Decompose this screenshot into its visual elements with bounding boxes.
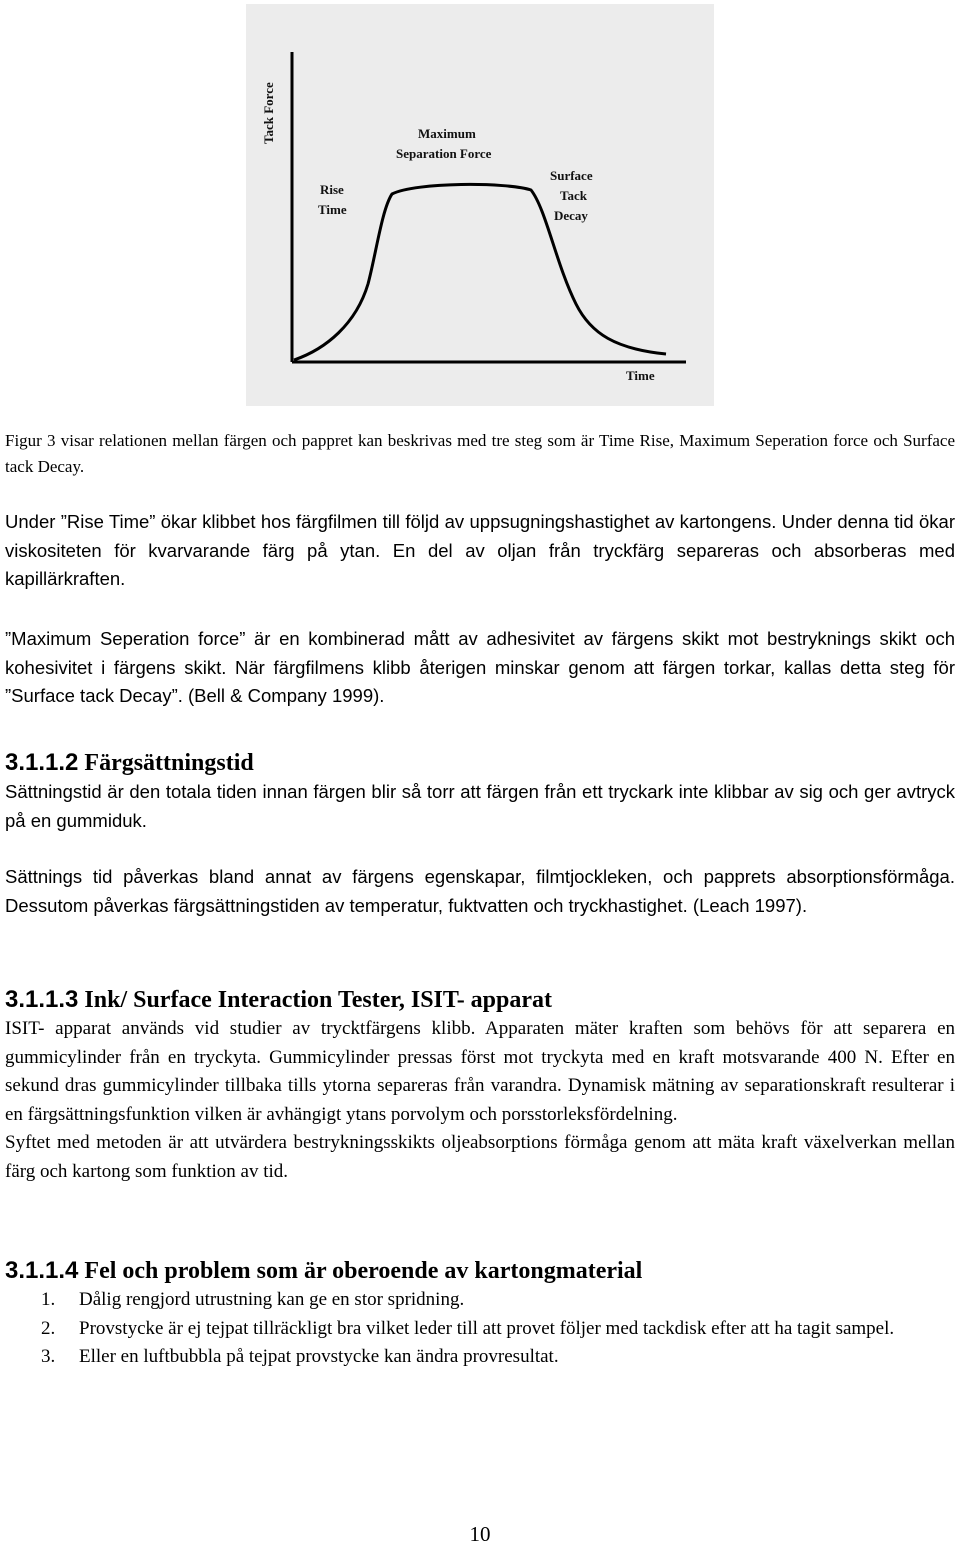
list-item-number: 1.	[41, 1289, 56, 1310]
tack-force-diagram	[246, 4, 714, 406]
section-heading-3-1-1-3	[5, 985, 955, 1015]
max-separation-text: ”Maximum Seperation force” är en kombinerad mått av adhesivitet av färgens skikt mot bestryknings skikt och kohesivitet i färgens skikt. När färgfilmens klibb återigen minskar genom att färgen torkar, kallas detta steg för ”Surface tack Decay”. (Bell & Company 1999).	[5, 628, 955, 707]
x-axis-label: Time	[626, 368, 655, 383]
rise-time-label-1: Rise	[320, 182, 344, 197]
section-number: 3.1.1.3	[5, 986, 79, 1013]
tack-force-curve	[294, 184, 666, 360]
max-separation-label-1: Maximum	[418, 126, 476, 141]
figure-description: Figur 3 visar relationen mellan färgen och pappret kan beskrivas med tre steg som är Time Rise, Maximum Seperation force och Surface tack Decay.	[5, 431, 955, 476]
setting-time-factors: Sättnings tid påverkas bland annat av färgens egenskapar, filmtjockleken, och papprets absorptionsförmåga. Dessutom påverkas färgsättningstiden av temperatur, fuktvatten och tryckhastighet. (Leach 1997).	[5, 866, 955, 916]
section-3-1-1-2	[5, 748, 955, 920]
list-item	[5, 1343, 955, 1372]
section-title: Ink/ Surface Interaction Tester, ISIT- apparat	[84, 987, 553, 1013]
list-item-number: 3.	[41, 1346, 56, 1368]
isit-purpose: Syftet med metoden är att utvärdera bestrykningsskikts oljeabsorptions förmåga genom att mäta kraft växelverkan mellan färg och kartong som funktion av tid.	[5, 1132, 955, 1182]
section-title: Färgsättningstid	[84, 750, 254, 776]
tack-force-figure	[246, 4, 714, 406]
section-title: Fel och problem som är oberoende av kartongmaterial	[84, 1258, 643, 1284]
section-number: 3.1.1.4	[5, 1257, 79, 1284]
rise-time-label-2: Time	[318, 202, 347, 217]
isit-description: ISIT- apparat används vid studier av trycktfärgens klibb. Apparaten mäter kraften som behövs för att separera en gummicylinder från en tryckyta. Gummicylinder pressas först mot tryckyta med en kraft motsvarande 400 N. Efter en sekund dras gummicylinder tillbaka tills ytorna separeras från varandra. Dynamisk mätning av separationskraft resulterar i en färgsättningsfunktion vilken är avhängigt ytans porvolym och porsstorleksfördelning.	[5, 1018, 955, 1125]
section-3-1-1-4	[5, 1256, 955, 1372]
list-item	[5, 1286, 955, 1315]
section-heading-3-1-1-2	[5, 748, 955, 778]
paragraph-figure-description	[5, 428, 955, 480]
section-3-1-1-3	[5, 985, 955, 1187]
section-heading-3-1-1-4	[5, 1256, 955, 1286]
list-item-text: Provstycke är ej tejpat tillräckligt bra vilket leder till att provet följer med tackdisk efter att ha tagit sampel.	[79, 1317, 895, 1339]
setting-time-definition: Sättningstid är den totala tiden innan färgen blir så torr att färgen från ett tryckark inte klibbar av sig och ger avtryck på en gummiduk.	[5, 781, 955, 831]
problem-list	[5, 1286, 955, 1372]
list-item	[5, 1315, 955, 1344]
rise-time-text: Under ”Rise Time” ökar klibbet hos färgfilmen till följd av uppsugningshastighet av kartongens. Under denna tid ökar viskositeten för kvarvarande färg på ytan. En del av oljan från tryckfärg separeras och absorberas med kapillärkraften.	[5, 511, 955, 590]
surface-tack-decay-label-2: Tack	[560, 188, 587, 203]
max-separation-label-2: Separation Force	[396, 146, 492, 161]
list-item-text: Dålig rengjord utrustning kan ge en stor spridning.	[79, 1289, 465, 1310]
list-item-text: Eller en luftbubbla på tejpat provstycke kan ändra provresultat.	[79, 1346, 559, 1368]
y-axis-label: Tack Force	[261, 82, 276, 144]
page-number: 10	[469, 1522, 491, 1546]
section-number: 3.1.1.2	[5, 749, 79, 776]
paragraph-rise-time	[5, 508, 955, 594]
paragraph-max-separation	[5, 625, 955, 711]
list-item-number: 2.	[41, 1317, 56, 1339]
surface-tack-decay-label-1: Surface	[550, 168, 593, 183]
surface-tack-decay-label-3: Decay	[554, 208, 588, 223]
